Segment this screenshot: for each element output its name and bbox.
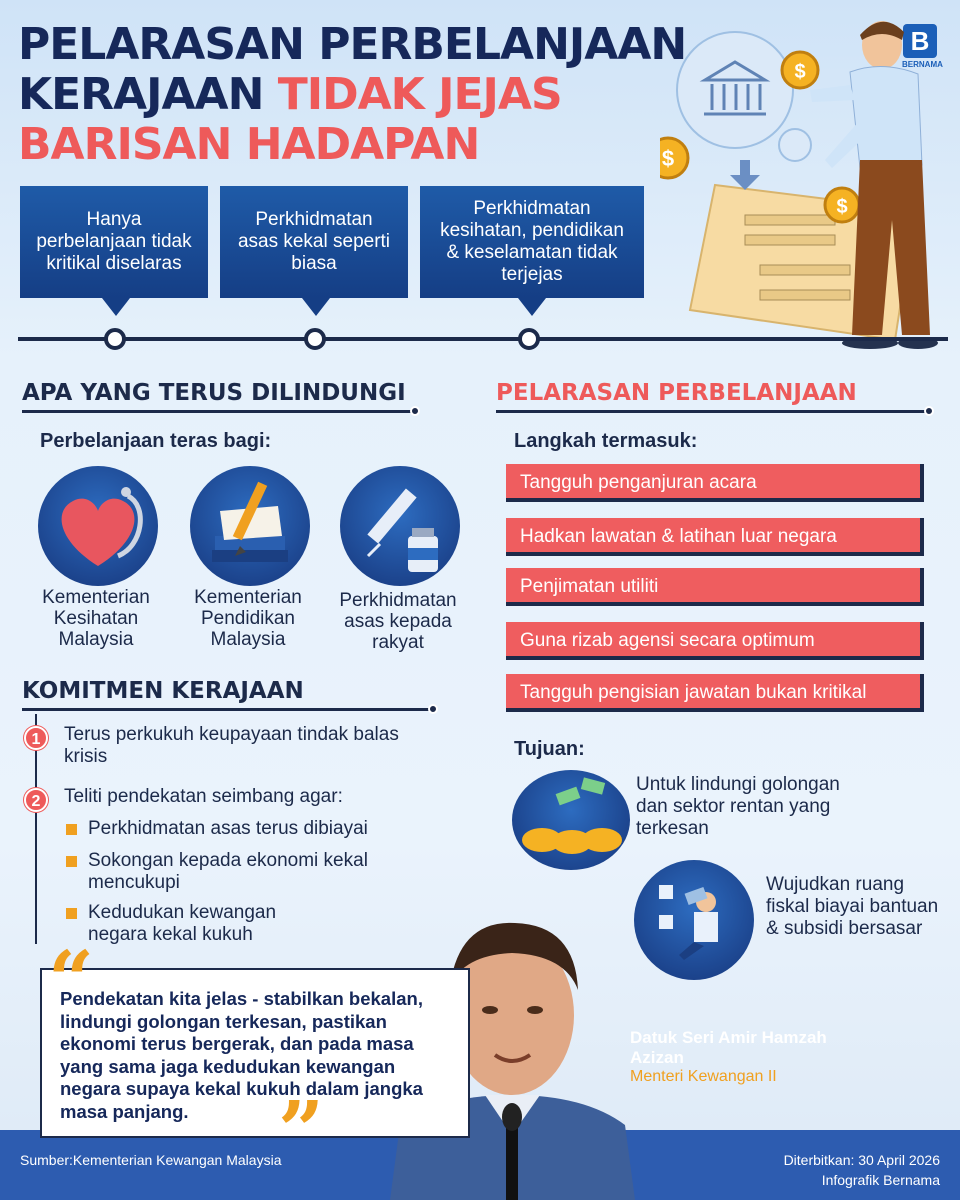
budget-illustration — [660, 10, 950, 350]
commitment-heading: KOMITMEN KERAJAAN — [22, 678, 304, 704]
title-line-2-a: KERAJAAN — [18, 69, 278, 120]
svg-text:$: $ — [836, 196, 848, 218]
footer-published: Diterbitkan: 30 April 2026 — [783, 1152, 940, 1168]
title-line-2-b: TIDAK JEJAS — [277, 69, 562, 120]
logo-mark: B — [903, 24, 937, 58]
adjust-subheading: Langkah termasuk: — [514, 430, 698, 452]
money-growth-icon — [512, 770, 630, 870]
timeline-line — [18, 337, 948, 341]
protected-heading-rule — [22, 410, 414, 413]
analyst-chair-icon — [634, 860, 754, 980]
step-item-5: Tangguh pengisian jawatan bukan kritikal — [506, 674, 924, 712]
books-pencil-icon — [190, 466, 310, 586]
point-box-2 — [220, 186, 408, 298]
adjust-heading: PELARASAN PERBELANJAAN — [496, 380, 857, 406]
protected-heading-dot — [410, 406, 420, 416]
protected-heading: APA YANG TERUS DILINDUNGI — [22, 380, 406, 406]
step-item-3: Penjimatan utiliti — [506, 568, 924, 606]
svg-text:$: $ — [661, 146, 675, 171]
commitment-number-2: 2 — [24, 788, 48, 812]
point-text-1: Hanya perbelanjaan tidak kritikal diselaras — [36, 209, 192, 274]
protected-label-2: Kementerian Pendidikan Malaysia — [194, 587, 302, 650]
point-text-3: Perkhidmatan kesihatan, pendidikan & keselamatan tidak terjejas — [440, 198, 624, 285]
commitment-heading-rule — [22, 708, 432, 711]
bullet-square-2 — [66, 856, 77, 867]
point-text-2: Perkhidmatan asas kekal seperti biasa — [237, 209, 391, 274]
step-item-2: Hadkan lawatan & latihan luar negara — [506, 518, 924, 556]
goal-text-1: Untuk lindungi golongan dan sektor rentan yang terkesan — [636, 774, 840, 839]
goal-circle-2 — [634, 860, 754, 980]
goal-label: Tujuan: — [514, 738, 585, 760]
adjust-heading-dot — [924, 406, 934, 416]
footer-source: Sumber:Kementerian Kewangan Malaysia — [20, 1152, 282, 1168]
goal-circle-1 — [512, 770, 630, 870]
commitment-heading-dot — [428, 704, 438, 714]
speaker-role: Menteri Kewangan II — [630, 1068, 777, 1085]
quote-text: Pendekatan kita jelas - stabilkan bekalan, lindungi golongan terkesan, pastikan ekonomi terus bergerak, dan pada masa yang sama jaga kedudukan kewangan negara supaya kekal kukuh dalam jangka masa panjang. — [60, 988, 423, 1122]
syringe-vial-icon — [340, 466, 460, 586]
commitment-bullet-2: Sokongan kepada ekonomi kekal mencukupi — [88, 850, 368, 893]
open-quote-icon: “ — [48, 933, 95, 1027]
close-quote-icon: ” — [278, 1083, 325, 1177]
step-item-4: Guna rizab agensi secara optimum — [506, 622, 924, 660]
page-title — [18, 20, 698, 170]
svg-text:$: $ — [794, 61, 806, 83]
protected-label-3: Perkhidmatan asas kepada rakyat — [339, 590, 457, 653]
health-circle — [38, 466, 158, 586]
point-box-3 — [420, 186, 644, 298]
bullet-square-1 — [66, 824, 77, 835]
commitment-bullet-3: Kedudukan kewangan negara kekal kukuh — [88, 902, 277, 945]
protected-label-1: Kementerian Kesihatan Malaysia — [42, 587, 150, 650]
education-circle — [190, 466, 310, 586]
adjust-heading-rule — [496, 410, 928, 413]
commitment-text-1: Terus perkukuh keupayaan tindak balas krisis — [64, 724, 399, 767]
step-item-1: Tangguh penganjuran acara — [506, 464, 924, 502]
timeline-dot-3 — [518, 328, 540, 350]
title-line-3: BARISAN HADAPAN — [18, 119, 480, 170]
bullet-square-3 — [66, 908, 77, 919]
title-line-1: PELARASAN PERBELANJAAN — [18, 19, 687, 70]
speaker-name: Datuk Seri Amir Hamzah Azizan — [630, 1028, 827, 1067]
commitment-bullet-1: Perkhidmatan asas terus dibiayai — [88, 818, 368, 839]
protected-subheading: Perbelanjaan teras bagi: — [40, 430, 272, 452]
commitment-text-2: Teliti pendekatan seimbang agar: — [64, 786, 343, 807]
timeline-dot-1 — [104, 328, 126, 350]
goal-text-2: Wujudkan ruang fiskal biayai bantuan & subsidi bersasar — [766, 874, 939, 939]
heart-stethoscope-icon — [38, 466, 158, 586]
title-line-2 — [18, 70, 698, 120]
point-box-1 — [20, 186, 208, 298]
timeline-dot-2 — [304, 328, 326, 350]
logo-word: BERNAMA — [902, 60, 943, 69]
commitment-number-1: 1 — [24, 726, 48, 750]
services-circle — [340, 466, 460, 586]
footer-credit: Infografik Bernama — [821, 1172, 940, 1188]
